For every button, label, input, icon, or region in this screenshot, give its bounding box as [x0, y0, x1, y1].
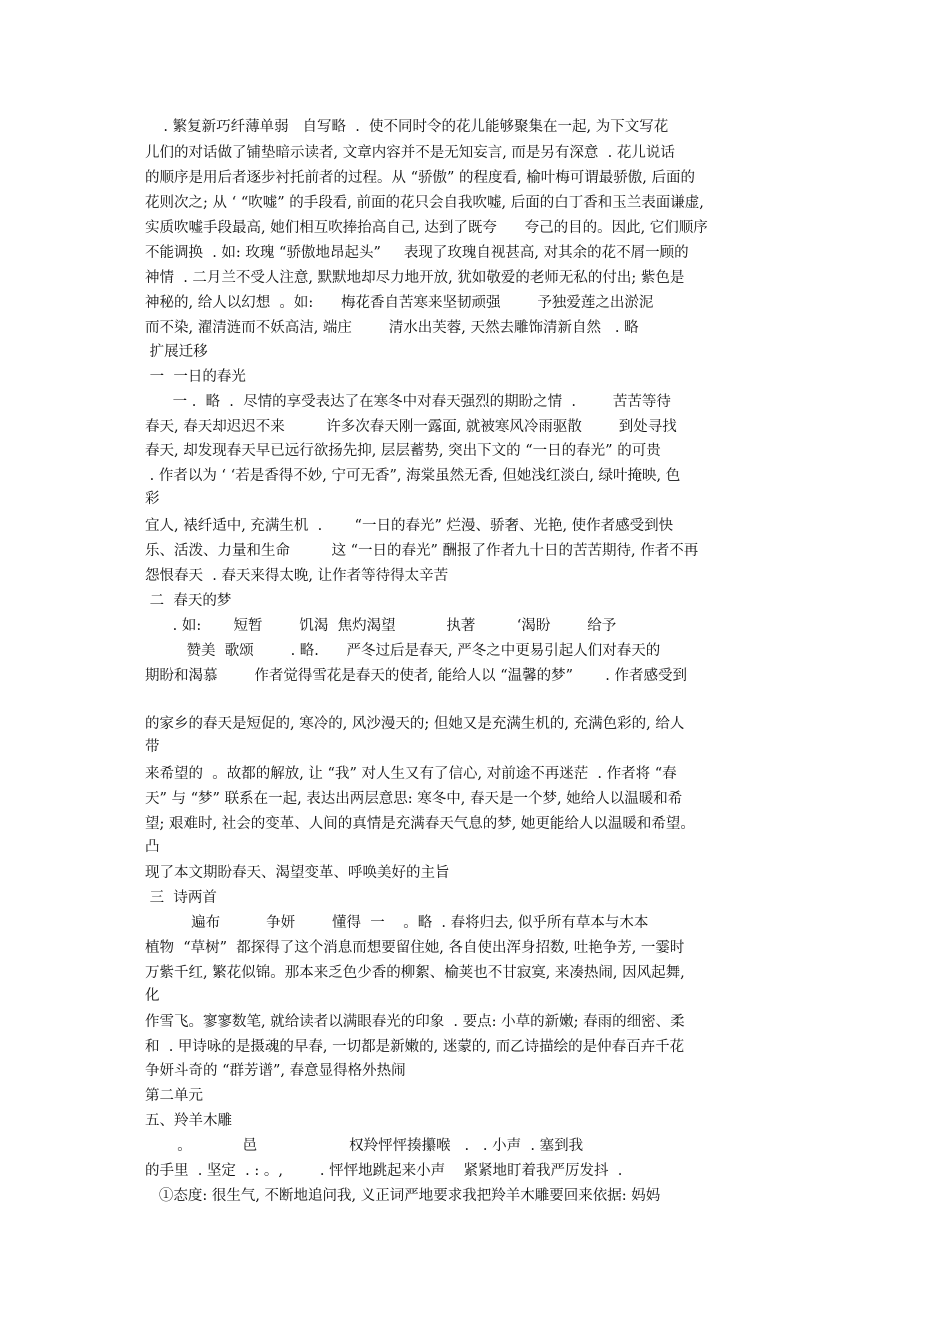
text-line: 期盼和渴慕 作者觉得雪花是春天的使者, 能给人以 “温馨的梦” . 作者感受到	[145, 668, 688, 684]
text-line: 彩	[145, 491, 160, 507]
text-line: 望; 艰难时, 社会的变革、人间的真情是充满春天气息的梦, 她更能给人以温暖和希望。	[145, 816, 695, 832]
text-line: 宜人, 裱纤适中, 充满生机 . “一日的春光” 烂漫、骄奢、光艳, 使作者感受到快	[145, 518, 674, 534]
text-line: 神情 . 二月兰不受人注意, 默默地却尽力地开放, 犹如敬爱的老师无私的付出; 紫色是	[145, 270, 685, 286]
text-line: 的顺序是用后者逐步衬托前者的过程。从 “骄傲” 的程度看, 榆叶梅可谓最骄傲, 后面的	[145, 170, 695, 186]
text-line: 现了本文期盼春天、渴望变革、呼唤美好的主旨	[145, 865, 450, 881]
text-line: 赞美 歌颂 . 略. 严冬过后是春天, 严冬之中更易引起人们对春天的	[145, 643, 661, 659]
text-line: 怨恨春天 . 春天来得太晚, 让作者等待得太辛苦	[145, 568, 449, 584]
text-line: ①态度: 很生气, 不断地追问我, 义正词严地要求我把羚羊木雕要回来依据: 妈妈	[145, 1188, 661, 1204]
section-heading: 一 一日的春光	[145, 369, 246, 385]
text-line: 而不染, 濯清涟而不妖高洁, 端庄 清水出芙蓉, 天然去雕饰清新自然 . 略	[145, 320, 639, 336]
text-line: 春天, 春天却迟迟不来 许多次春天刚一露面, 就被寒风冷雨驱散 到处寻找	[145, 419, 677, 435]
text-line: . 如: 短暂 饥渴 焦灼渴望 执著 ‘渴盼 给予	[145, 618, 617, 634]
text-line: 和 . 甲诗咏的是摄魂的早春, 一切都是新嫩的, 迷蒙的, 而乙诗描绘的是仲春百卉千花	[145, 1039, 685, 1055]
text-line: 春天, 却发现春天早已远行欲扬先抑, 层层蓄势, 突出下文的 “一日的春光” 的可贵	[145, 443, 661, 459]
text-line: 凸	[145, 839, 160, 855]
section-heading: 五、羚羊木雕	[145, 1113, 232, 1129]
text-line: 花则次之; 从 ‘ “吹嘘” 的手段看, 前面的花只会自我吹嘘, 后面的白丁香和玉兰表面谦虚,	[145, 195, 704, 211]
section-heading: 二 春天的梦	[145, 593, 232, 609]
text-line: 万紫千红, 繁花似锦。那本来乏色少香的柳絮、榆荚也不甘寂寞, 来凑热闹, 因风起舞,	[145, 965, 685, 981]
section-heading: 第二单元	[145, 1088, 203, 1104]
section-heading: 三 诗两首	[145, 890, 217, 906]
text-line: 乐、活泼、力量和生命 这 “一日的春光” 酬报了作者九十日的苦苦期待, 作者不再	[145, 543, 699, 559]
section-heading: 扩展迁移	[145, 344, 208, 360]
text-line: 的家乡的春天是短促的, 寒冷的, 风沙漫天的; 但她又是充满生机的, 充满色彩的, 给人	[145, 716, 685, 732]
text-line: 化	[145, 988, 160, 1004]
text-line: 神秘的, 给人以幻想 。如: 梅花香自苦寒来坚韧顽强 予独爱莲之出淤泥	[145, 295, 654, 311]
text-line: 植物 “草树” 都探得了这个消息而想要留住她, 各自使出浑身招数, 吐艳争芳, 一霎时	[145, 940, 685, 956]
text-line: 实质吹嘘手段最高, 她们相互吹捧抬高自己, 达到了既夸 夸己的目的。因此, 它们顺序	[145, 220, 708, 236]
text-line: 儿们的对话做了铺垫暗示读者, 文章内容并不是无知妄言, 而是另有深意 . 花儿说话	[145, 145, 675, 161]
text-line: 争妍斗奇的 “群芳谱”, 春意显得格外热闹	[145, 1063, 406, 1079]
text-line: 一 . 略 . 尽情的享受表达了在寒冬中对春天强烈的期盼之情 . 苦苦等待	[145, 394, 671, 410]
text-line: 遍布 争妍 懂得 一 。略 . 春将归去, 似乎所有草本与木本	[145, 915, 649, 931]
text-line: 天” 与 “梦” 联系在一起, 表达出两层意思: 寒冬中, 春天是一个梦, 她给人以温暖和希	[145, 791, 683, 807]
text-line: 的手里 . 坚定 . : 。, . 怦怦地跳起来小声 紧紧地盯着我严厉发抖 .	[145, 1163, 623, 1179]
text-line: 来希望的 。故都的解放, 让 “我” 对人生又有了信心, 对前途不再迷茫 . 作者将 “春	[145, 766, 677, 782]
text-line: 带	[145, 739, 160, 755]
text-line: 不能调换 . 如: 玫瑰 “骄傲地昂起头” 表现了玫瑰自视甚高, 对其余的花不屑一顾的	[145, 245, 689, 261]
text-line: . 作者以为 ‘ ‘若是香得不妙, 宁可无香”, 海棠虽然无香, 但她浅红淡白, 绿叶掩映, 色	[145, 468, 681, 484]
text-line: 作雪飞。寥寥数笔, 就给读者以满眼春光的印象 . 要点: 小草的新嫩; 春雨的细密、柔	[145, 1014, 685, 1030]
text-line: . 繁复新巧纤薄单弱 自写略 . 使不同时令的花儿能够聚集在一起, 为下文写花	[145, 119, 669, 135]
text-line: 。 邑 权羚怦怦揍攥喉 . . 小声 . 塞到我	[145, 1138, 584, 1154]
